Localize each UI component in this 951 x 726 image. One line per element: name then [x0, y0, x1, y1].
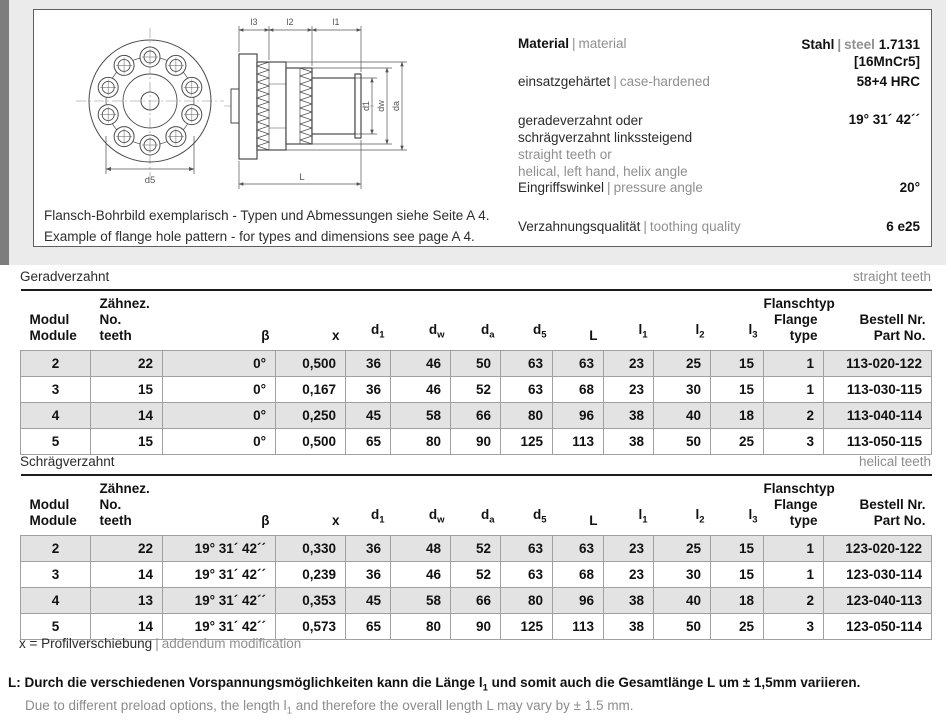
- drawing-material-box: [33, 9, 932, 247]
- table-cell: 52: [451, 562, 501, 588]
- table-cell: 25: [711, 614, 764, 640]
- table-row: [21, 429, 932, 455]
- table-cell: 113-040-114: [824, 403, 932, 429]
- table-cell: 18: [711, 403, 764, 429]
- table-cell: 90: [451, 614, 501, 640]
- column-header-x: x: [331, 513, 340, 528]
- column-header-dw: $d_w$: [428, 322, 445, 341]
- table-cell: 123-030-114: [824, 562, 932, 588]
- column-header-L: L: [589, 328, 598, 343]
- column-header-module: Modul Module: [29, 312, 77, 343]
- table-cell: 2: [21, 536, 91, 562]
- table-cell: 2: [764, 588, 824, 614]
- helical-teeth-table: [20, 454, 931, 640]
- table-cell: 0°: [163, 351, 276, 377]
- table-cell: 13: [91, 588, 163, 614]
- header-row: [21, 475, 932, 536]
- table-cell: 66: [451, 588, 501, 614]
- table-cell: 46: [391, 351, 451, 377]
- table-cell: 15: [711, 536, 764, 562]
- table-cell: 23: [604, 562, 654, 588]
- table-cell: 3: [764, 614, 824, 640]
- table-cell: 19° 31´ 42´´: [163, 588, 276, 614]
- footnote-length-en: Due to different preload options, the length $l_1$ and therefore the overall length L may vary by ± 1.5 mm.: [25, 698, 634, 717]
- page-edge-strip: [0, 0, 9, 265]
- table-cell: 63: [501, 377, 553, 403]
- table-cell: 66: [451, 403, 501, 429]
- dim-label-L: L: [299, 172, 305, 183]
- table-title-de: Schrägverzahnt: [20, 454, 115, 469]
- column-header-d1: $d_1$: [370, 507, 385, 526]
- table-cell: 40: [654, 588, 711, 614]
- column-header-l3: $l_3$: [748, 507, 758, 526]
- column-header-x: x: [331, 328, 340, 343]
- column-header-beta: β: [261, 328, 270, 343]
- table-cell: 38: [604, 614, 654, 640]
- table-cell: 90: [451, 429, 501, 455]
- table-cell: 50: [451, 351, 501, 377]
- column-header-da: $d_a$: [480, 322, 495, 341]
- table-cell: 5: [21, 429, 91, 455]
- table-cell: 68: [553, 562, 604, 588]
- table-cell: 3: [764, 429, 824, 455]
- table-cell: 15: [711, 562, 764, 588]
- material-value: Stahl | steel 1.7131 [16MnCr5]: [801, 37, 920, 69]
- table-cell: 125: [501, 429, 553, 455]
- table-cell: 40: [654, 403, 711, 429]
- table-cell: 14: [91, 562, 163, 588]
- table-cell: 63: [553, 351, 604, 377]
- drawing-caption-en: Example of flange hole pattern - for types and dimensions see page A 4.: [44, 229, 475, 244]
- column-header-flange-type: Flanschtyp Flange type: [763, 296, 835, 343]
- table-cell: 80: [501, 403, 553, 429]
- column-header-l3: $l_3$: [748, 322, 758, 341]
- table-cell: 1: [764, 562, 824, 588]
- gear-side-view: [224, 17, 407, 189]
- column-header-part-no: Bestell Nr. Part No.: [859, 497, 926, 528]
- table-cell: 46: [391, 377, 451, 403]
- table-cell: 80: [391, 614, 451, 640]
- dim-label-l2: l2: [286, 17, 294, 27]
- table-cell: 50: [654, 614, 711, 640]
- table-cell: 25: [654, 536, 711, 562]
- table-cell: 5: [21, 614, 91, 640]
- toothing-quality-value: 6 e25: [886, 219, 920, 234]
- table-cell: 46: [391, 562, 451, 588]
- table-cell: 113-050-115: [824, 429, 932, 455]
- column-header-part-no: Bestell Nr. Part No.: [859, 312, 926, 343]
- material-label: Material | material: [518, 36, 627, 51]
- footnote-addendum: x = Profilverschiebung | addendum modification: [19, 636, 302, 651]
- table-cell: 36: [346, 377, 391, 403]
- table-cell: 113: [553, 614, 604, 640]
- table-cell: 96: [553, 588, 604, 614]
- table-cell: 50: [654, 429, 711, 455]
- table-cell: 23: [604, 377, 654, 403]
- table-cell: 14: [91, 403, 163, 429]
- column-header-d1: $d_1$: [370, 322, 385, 341]
- table-cell: 19° 31´ 42´´: [163, 614, 276, 640]
- table-cell: 113: [553, 429, 604, 455]
- table-cell: 58: [391, 588, 451, 614]
- table-cell: 58: [391, 403, 451, 429]
- table-cell: 45: [346, 403, 391, 429]
- column-header-teeth: Zähnez. No. teeth: [99, 296, 150, 343]
- column-header-d5: $d_5$: [532, 507, 547, 526]
- technical-drawing: [40, 16, 500, 202]
- table-cell: 30: [654, 377, 711, 403]
- table-cell: 25: [711, 429, 764, 455]
- table-cell: 0,353: [276, 588, 346, 614]
- hardening-label: einsatzgehärtet | case-hardened: [518, 74, 710, 89]
- table-row: [21, 536, 932, 562]
- table-row: [21, 588, 932, 614]
- column-header-l1: $l_1$: [638, 322, 648, 341]
- column-header-l1: $l_1$: [638, 507, 648, 526]
- table-cell: 1: [764, 377, 824, 403]
- table-cell: 63: [553, 536, 604, 562]
- table-row: [21, 562, 932, 588]
- helix-angle-value: 19° 31´ 42´´: [848, 112, 920, 127]
- teeth-type-label: geradeverzahnt oder schrägverzahnt linkssteigend straight teeth or helical, left hand, helix angle: [518, 113, 693, 179]
- dim-label-dw: dw: [376, 100, 386, 112]
- table-cell: 4: [21, 403, 91, 429]
- toothing-quality-label: Verzahnungsqualität | toothing quality: [518, 219, 741, 234]
- table-cell: 15: [91, 377, 163, 403]
- footnote-length-de: L: Durch die verschiedenen Vorspannungsmöglichkeiten kann die Länge $l_1$ und somit auch die Gesamtlänge L um ± 1,5mm variieren.: [8, 675, 861, 694]
- column-header-flange-type: Flanschtyp Flange type: [763, 481, 835, 528]
- dim-label-da: da: [391, 100, 401, 112]
- dim-label-l3: l3: [250, 17, 258, 27]
- column-header-d5: $d_5$: [532, 322, 547, 341]
- table-cell: 0,500: [276, 429, 346, 455]
- table-cell: 0°: [163, 403, 276, 429]
- table-cell: 80: [501, 588, 553, 614]
- table-cell: 80: [391, 429, 451, 455]
- table-cell: 123-020-122: [824, 536, 932, 562]
- table-row: [21, 377, 932, 403]
- straight-teeth-table: [20, 269, 931, 455]
- table-cell: 18: [711, 588, 764, 614]
- table-title-de: Geradverzahnt: [20, 269, 110, 284]
- table-cell: 19° 31´ 42´´: [163, 562, 276, 588]
- table-cell: 2: [21, 351, 91, 377]
- table-cell: 23: [604, 351, 654, 377]
- column-header-beta: β: [261, 513, 270, 528]
- table-cell: 1: [764, 536, 824, 562]
- header-row: [21, 290, 932, 351]
- table-cell: 52: [451, 377, 501, 403]
- table-cell: 125: [501, 614, 553, 640]
- column-header-l2: $l_2$: [695, 507, 705, 526]
- table-cell: 123-040-113: [824, 588, 932, 614]
- table-cell: 63: [501, 562, 553, 588]
- table-cell: 65: [346, 429, 391, 455]
- table-cell: 63: [501, 536, 553, 562]
- table-cell: 0°: [163, 429, 276, 455]
- pressure-angle-label: Eingriffswinkel | pressure angle: [518, 180, 703, 195]
- table-row: [21, 351, 932, 377]
- table-cell: 2: [764, 403, 824, 429]
- table-cell: 36: [346, 536, 391, 562]
- table-cell: 25: [654, 351, 711, 377]
- hardening-value: 58+4 HRC: [856, 74, 920, 89]
- table-cell: 0,239: [276, 562, 346, 588]
- table-cell: 0,330: [276, 536, 346, 562]
- table-cell: 0,250: [276, 403, 346, 429]
- table-cell: 36: [346, 562, 391, 588]
- table-cell: 15: [91, 429, 163, 455]
- table-cell: 38: [604, 403, 654, 429]
- column-header-da: $d_a$: [480, 507, 495, 526]
- table-cell: 15: [711, 351, 764, 377]
- table-cell: 15: [711, 377, 764, 403]
- table-cell: 123-050-114: [824, 614, 932, 640]
- table-cell: 23: [604, 536, 654, 562]
- table-cell: 19° 31´ 42´´: [163, 536, 276, 562]
- table-cell: 38: [604, 429, 654, 455]
- table-title-en: straight teeth: [852, 269, 931, 284]
- table-cell: 38: [604, 588, 654, 614]
- table-cell: 0°: [163, 377, 276, 403]
- table-cell: 0,573: [276, 614, 346, 640]
- table-cell: 36: [346, 351, 391, 377]
- table-cell: 14: [91, 614, 163, 640]
- dim-label-d1: d1: [361, 100, 371, 112]
- table-cell: 48: [391, 536, 451, 562]
- table-cell: 1: [764, 351, 824, 377]
- dim-label-l1: l1: [332, 17, 340, 27]
- drawing-caption: [44, 205, 490, 247]
- table-row: [21, 403, 932, 429]
- column-header-module: Modul Module: [29, 497, 77, 528]
- table-title-en: helical teeth: [858, 454, 931, 469]
- column-header-L: L: [589, 513, 598, 528]
- table-cell: 113-030-115: [824, 377, 932, 403]
- table-cell: 52: [451, 536, 501, 562]
- table-cell: 0,500: [276, 351, 346, 377]
- table-cell: 96: [553, 403, 604, 429]
- table-cell: 3: [21, 562, 91, 588]
- table-cell: 3: [21, 377, 91, 403]
- table-cell: 22: [91, 351, 163, 377]
- table-cell: 63: [501, 351, 553, 377]
- table-cell: 68: [553, 377, 604, 403]
- column-header-l2: $l_2$: [695, 322, 705, 341]
- table-cell: 65: [346, 614, 391, 640]
- column-header-dw: $d_w$: [428, 507, 445, 526]
- table-cell: 4: [21, 588, 91, 614]
- table-cell: 45: [346, 588, 391, 614]
- table-cell: 0,167: [276, 377, 346, 403]
- column-header-teeth: Zähnez. No. teeth: [99, 481, 150, 528]
- drawing-caption-de: Flansch-Bohrbild exemplarisch - Typen und Abmessungen siehe Seite A 4.: [44, 208, 490, 223]
- dim-label-d5: d5: [144, 175, 156, 186]
- header-panel: [9, 0, 946, 265]
- flange-front-view: [76, 28, 224, 186]
- table-cell: 30: [654, 562, 711, 588]
- pressure-angle-value: 20°: [899, 180, 920, 195]
- table-cell: 113-020-122: [824, 351, 932, 377]
- table-cell: 22: [91, 536, 163, 562]
